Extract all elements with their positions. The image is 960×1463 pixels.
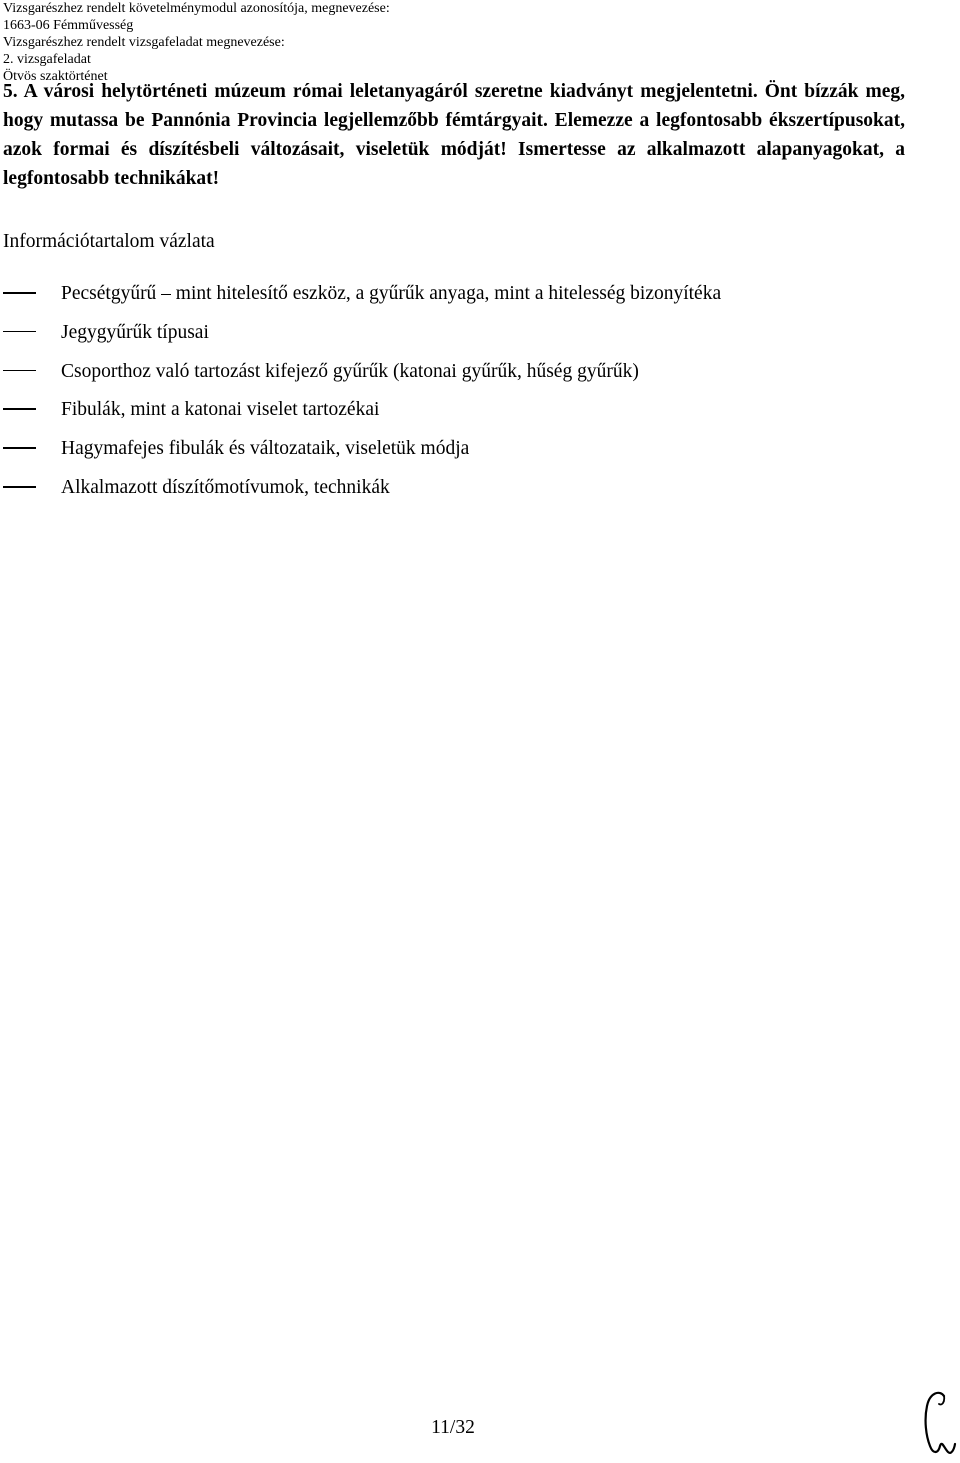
module-label: Vizsgarészhez rendelt követelménymodul azonosítója, megnevezése: [3, 1, 390, 16]
list-item-text: Jegygyűrűk típusai [61, 321, 209, 343]
exam-task-number: 2. vizsgafeladat [3, 52, 91, 67]
list-item-text: Alkalmazott díszítőmotívumok, technikák [61, 476, 390, 498]
module-name: 1663-06 Fémművesség [3, 18, 134, 33]
page-number: 11/32 [431, 1417, 475, 1438]
exam-task-name: Ötvös szaktörténet [3, 69, 108, 84]
document-header [3, 0, 390, 85]
signature-mark [918, 1388, 958, 1460]
list-item-text: Hagymafejes fibulák és változataik, viseletük módja [61, 438, 470, 460]
list-item-text: Fibulák, mint a katonai viselet tartozékai [61, 399, 380, 421]
list-item-text: Pecsétgyűrű – mint hitelesítő eszköz, a gyűrűk anyaga, mint a hitelesség bizonyítéka [61, 283, 722, 304]
list-item-text: Csoporthoz való tartozást kifejező gyűrűk (katonai gyűrűk, hűség gyűrűk) [61, 360, 639, 382]
outline-title: Információtartalom vázlata [3, 231, 215, 252]
exam-task-label: Vizsgarészhez rendelt vizsgafeladat megnevezése: [3, 35, 285, 50]
task-description: 5. A városi helytörténeti múzeum római leletanyagáról szeretne kiadványt megjelentetni. Önt bízzák meg, hogy mutassa be Pannónia Provincia legjellemzőbb fémtárgyait. Elemezze a legfontosabb ékszertípusokat, azok formai és díszítésbeli változásait, viseletük módját! Ismertesse az alkalmazott alapanyagokat, a legfontosabb technikákat! [3, 81, 905, 189]
